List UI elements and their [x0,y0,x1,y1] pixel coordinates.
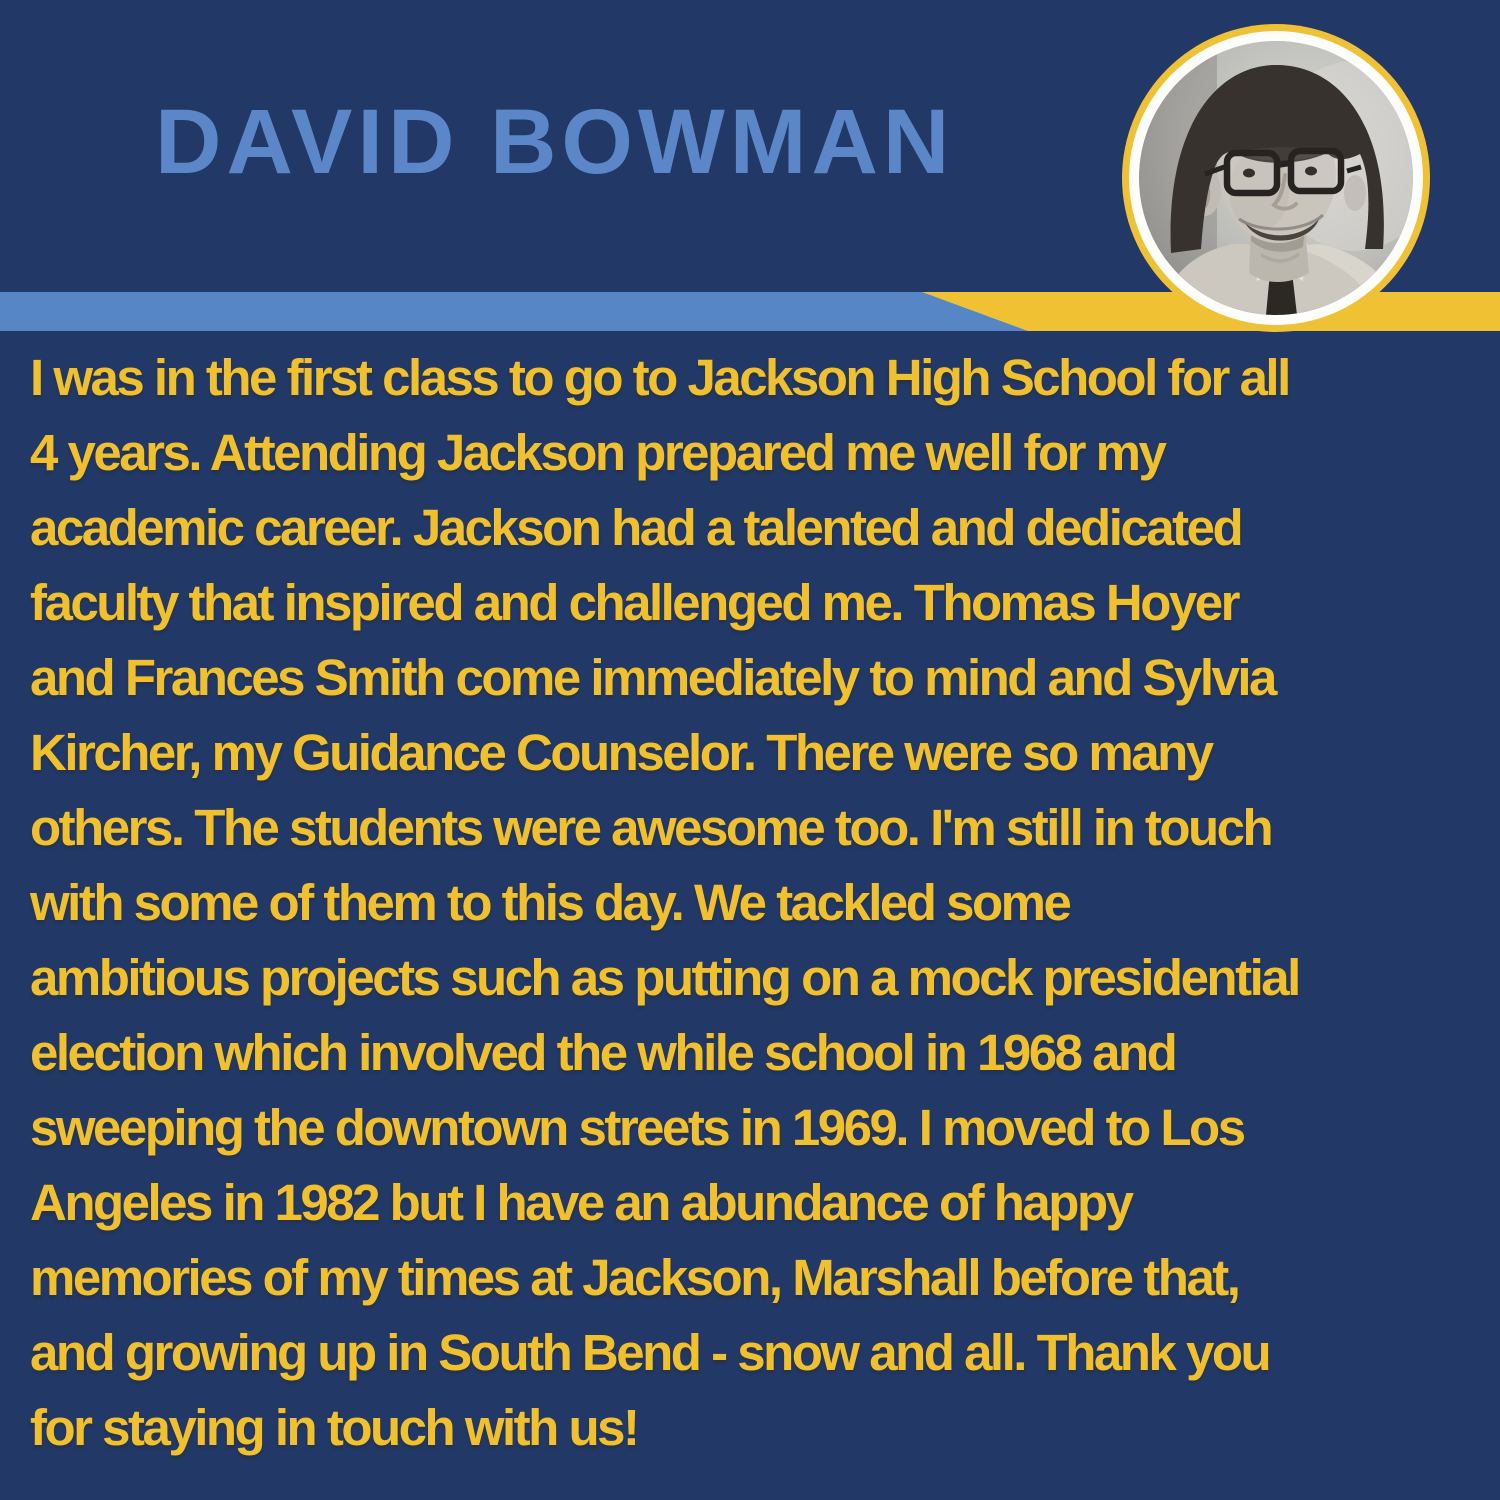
testimonial-line: others. The students were awesome too. I'm still in touch [30,799,1272,856]
testimonial-line: and growing up in South Bend - snow and all. Thank you [30,1324,1270,1381]
testimonial-line: 4 years. Attending Jackson prepared me well for my [30,424,1165,481]
testimonial-line: with some of them to this day. We tackled some [30,874,1070,931]
testimonial-line: for staying in touch with us! [30,1399,638,1456]
portrait-photo [1139,41,1413,315]
testimonial-line: Angeles in 1982 but I have an abundance of happy [30,1174,1132,1231]
testimonial-line: Kircher, my Guidance Counselor. There were so many [30,724,1212,781]
testimonial-text [30,340,1490,1465]
testimonial-line: and Frances Smith come immediately to mind and Sylvia [30,649,1275,706]
testimonial-line: ambitious projects such as putting on a mock presidential [30,949,1299,1006]
page-title: DAVID BOWMAN [155,91,955,193]
testimonial-line: sweeping the downtown streets in 1969. I moved to Los [30,1099,1244,1156]
testimonial-line: faculty that inspired and challenged me. Thomas Hoyer [30,574,1238,631]
portrait-photo-illustration [1139,41,1413,315]
testimonial-line: election which involved the while school in 1968 and [30,1024,1176,1081]
portrait-photo-frame [1122,24,1430,332]
testimonial-line: academic career. Jackson had a talented and dedicated [30,499,1242,556]
testimonial-line: memories of my times at Jackson, Marshall before that, [30,1249,1239,1306]
testimonial-line: I was in the first class to go to Jackson High School for all [30,349,1289,406]
